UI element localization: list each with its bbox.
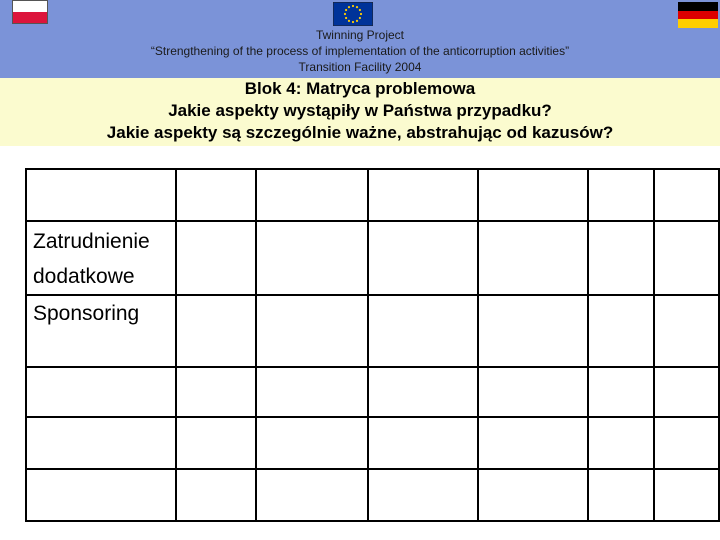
table-row [26,367,719,417]
question-2: Jakie aspekty są szczególnie ważne, abstrahując od kazusów? [106,123,614,142]
matrix-cell [368,367,478,417]
project-info [0,27,720,75]
table-row [26,169,719,221]
matrix-cell [256,367,368,417]
eu-flag-icon [333,2,373,26]
matrix-cell [478,417,588,469]
matrix-cell [478,169,588,221]
table-row [26,221,719,295]
matrix-cell [654,221,719,295]
matrix-cell [654,417,719,469]
matrix-cell [176,417,255,469]
matrix-cell [478,367,588,417]
matrix-cell [176,295,255,367]
matrix-cell [588,169,653,221]
matrix-cell [176,221,255,295]
matrix-cell [588,367,653,417]
germany-flag-icon [678,2,718,28]
poland-flag-icon [12,0,48,24]
project-name: Twinning Project [315,28,405,42]
matrix-cell [588,417,653,469]
table-row [26,295,719,367]
matrix-cell [368,417,478,469]
row-label-cell [26,367,176,417]
matrix-cell [588,221,653,295]
matrix-cell [176,367,255,417]
matrix-cell [368,295,478,367]
matrix-cell [176,169,255,221]
matrix-cell [256,469,368,521]
matrix-cell [368,469,478,521]
question-1: Jakie aspekty wystąpiły w Państwa przypadku? [168,101,552,120]
header-bar [0,0,720,78]
row-label-cell: Sponsoring [26,295,176,367]
matrix-cell [256,221,368,295]
table-row [26,417,719,469]
project-subtitle: “Strengthening of the process of implementation of the anticorruption activities” [150,44,570,58]
matrix-cell [478,469,588,521]
table-row [26,469,719,521]
matrix-cell [176,469,255,521]
matrix-cell [654,367,719,417]
matrix-cell [588,295,653,367]
row-label-cell: Zatrudnienie dodatkowe [26,221,176,295]
matrix-cell [256,169,368,221]
matrix-cell [368,221,478,295]
problem-matrix-table [25,168,720,522]
matrix-cell [478,295,588,367]
row-label-cell [26,417,176,469]
matrix-cell [588,469,653,521]
matrix-cell [654,469,719,521]
row-label-cell [26,169,176,221]
matrix-cell [256,295,368,367]
matrix-cell [256,417,368,469]
block-title: Blok 4: Matryca problemowa [244,79,476,98]
matrix-cell [478,221,588,295]
matrix-cell [368,169,478,221]
matrix-cell [654,169,719,221]
project-program: Transition Facility 2004 [298,60,422,74]
block-banner [0,78,720,146]
row-label-cell [26,469,176,521]
matrix-cell [654,295,719,367]
